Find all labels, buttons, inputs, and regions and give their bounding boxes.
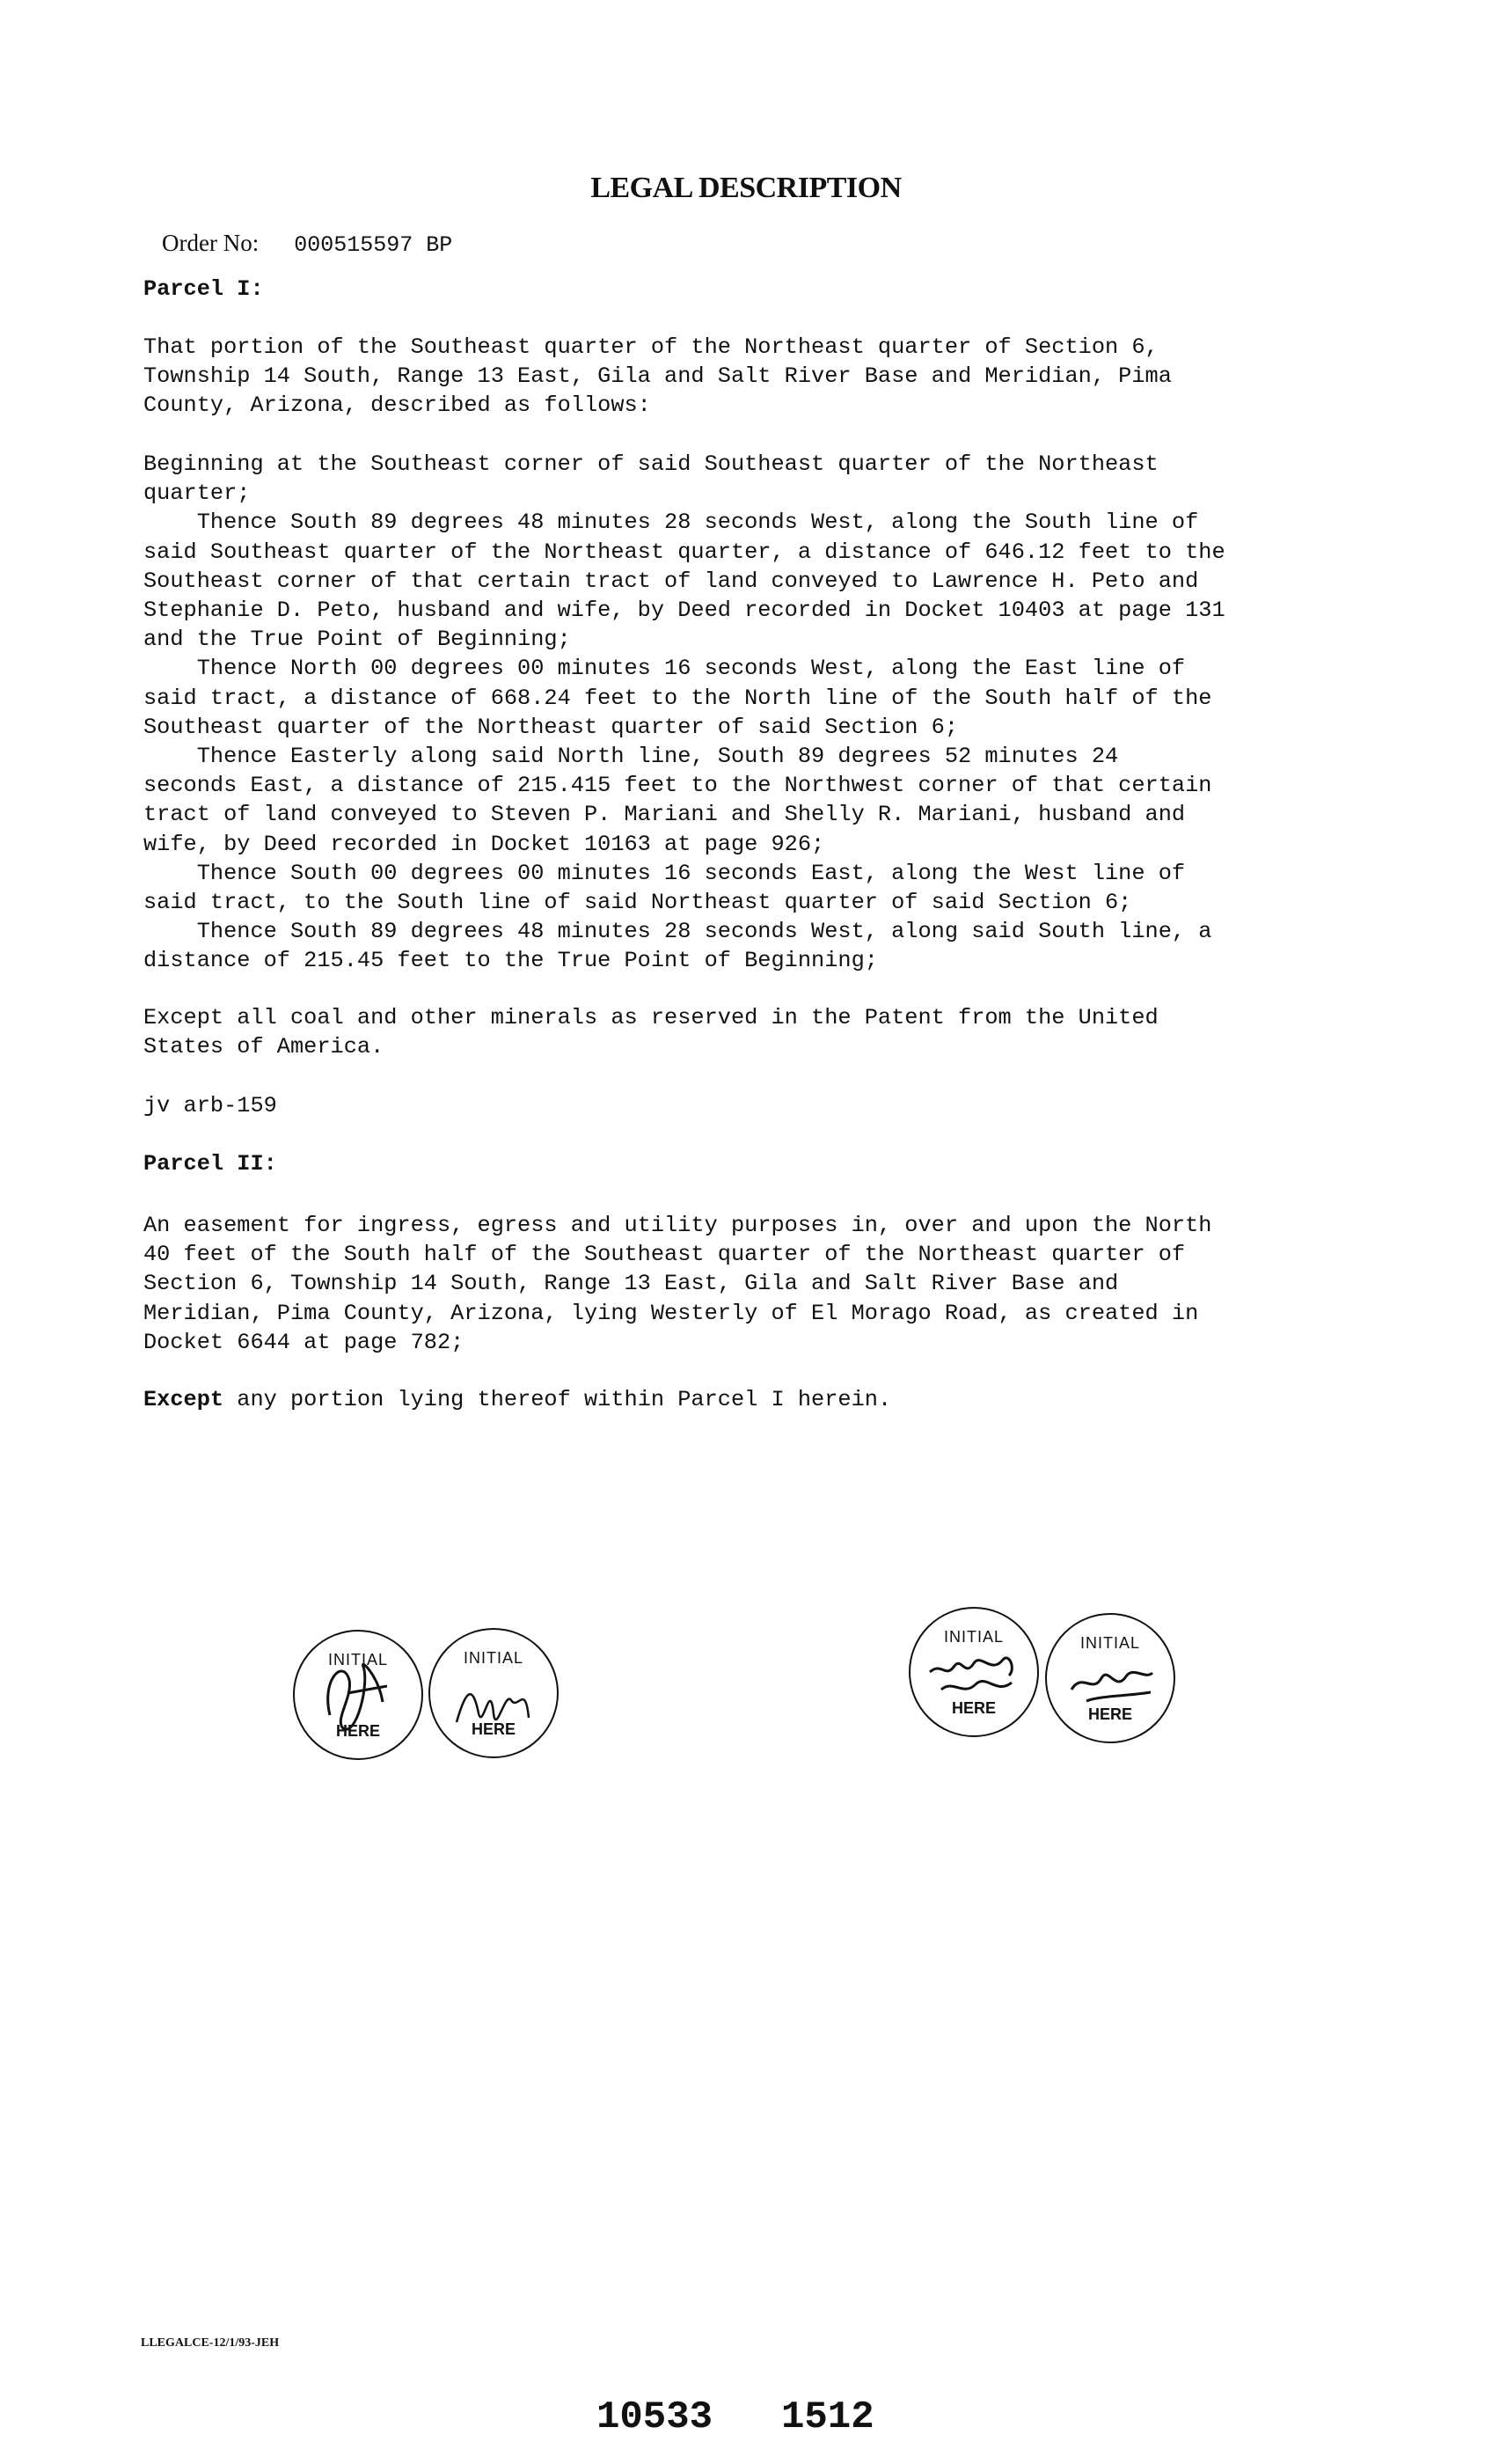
text-line: Township 14 South, Range 13 East, Gila and Salt River Base and Meridian, Pima — [143, 363, 1172, 390]
text-line: said Southeast quarter of the Northeast quarter, a distance of 646.12 feet to the — [143, 539, 1225, 565]
text-line: Beginning at the Southeast corner of said Southeast quarter of the Northeast — [143, 451, 1159, 477]
text-line: That portion of the Southeast quarter of the Northeast quarter of Section 6, — [143, 334, 1159, 360]
text-line: tract of land conveyed to Steven P. Mariani and Shelly R. Mariani, husband and — [143, 802, 1186, 828]
order-number-line — [148, 214, 452, 274]
stamp-bottom-text: HERE — [335, 1722, 380, 1740]
parcel-2-exception — [143, 1385, 891, 1414]
text-line: distance of 215.45 feet to the True Point of Beginning; — [143, 948, 878, 974]
text-line: seconds East, a distance of 215.415 feet to the Northwest corner of that certain — [143, 773, 1212, 799]
text-line: 40 feet of the South half of the Southeast quarter of the Northeast quarter of — [143, 1242, 1186, 1268]
parcel-1-mineral-exception — [143, 1003, 1159, 1061]
form-code: LLEGALCE-12/1/93-JEH — [141, 2336, 280, 2350]
text-line: Thence South 89 degrees 48 minutes 28 seconds West, along said South line, a — [143, 919, 1212, 945]
text-line: Meridian, Pima County, Arizona, lying Westerly of El Morago Road, as created in — [143, 1300, 1199, 1326]
except-word: Except — [143, 1387, 224, 1412]
reference-code: jv arb-159 — [143, 1093, 277, 1118]
except-text: any portion lying thereof within Parcel I herein. — [223, 1387, 892, 1412]
stamp-bottom-text: HERE — [951, 1699, 996, 1717]
text-line: Docket 6644 at page 782; — [143, 1329, 464, 1355]
stamp-bottom-text: HERE — [1087, 1705, 1132, 1723]
text-line: said tract, a distance of 668.24 feet to the North line of the South half of the — [143, 685, 1212, 711]
parcel-1-description — [143, 450, 1225, 976]
docket-number: 10533 — [596, 2395, 713, 2439]
text-line: Section 6, Township 14 South, Range 13 East, Gila and Salt River Base and — [143, 1271, 1119, 1297]
handwritten-initials — [1047, 1615, 1177, 1745]
text-line: Except all coal and other minerals as reserved in the Patent from the United — [143, 1005, 1159, 1030]
text-line: Thence South 89 degrees 48 minutes 28 seconds West, along the South line of — [143, 510, 1199, 536]
parcel-1-heading: Parcel I: — [143, 276, 264, 302]
parcel-1-intro — [143, 333, 1172, 421]
text-line: Thence Easterly along said North line, South 89 degrees 52 minutes 24 — [143, 744, 1119, 770]
document-title: LEGAL DESCRIPTION — [590, 172, 902, 204]
initial-here-stamp — [1045, 1613, 1175, 1743]
text-line: Thence South 00 degrees 00 minutes 16 seconds East, along the West line of — [143, 860, 1186, 886]
handwritten-initials — [295, 1632, 425, 1762]
stamp-bottom-text: HERE — [471, 1720, 516, 1738]
stamp-top-text: INITIAL — [463, 1649, 523, 1667]
text-line: Stephanie D. Peto, husband and wife, by Deed recorded in Docket 10403 at page 131 — [143, 598, 1225, 624]
text-line: quarter; — [143, 480, 251, 507]
text-line: An easement for ingress, egress and utility purposes in, over and upon the North — [143, 1213, 1212, 1238]
initial-here-stamp — [293, 1630, 423, 1760]
stamp-top-text: INITIAL — [1079, 1634, 1140, 1652]
text-line: Thence North 00 degrees 00 minutes 16 seconds West, along the East line of — [143, 656, 1186, 682]
text-line: said tract, to the South line of said Northeast quarter of said Section 6; — [143, 890, 1132, 916]
order-label: Order No: — [162, 230, 260, 256]
page-number: 1512 — [781, 2395, 874, 2439]
stamp-top-text: INITIAL — [943, 1628, 1004, 1646]
text-line: Southeast corner of that certain tract of land conveyed to Lawrence H. Peto and — [143, 568, 1199, 594]
text-line: and the True Point of Beginning; — [143, 627, 571, 653]
initial-here-stamp — [428, 1628, 559, 1758]
initial-here-stamp — [909, 1607, 1039, 1737]
text-line: County, Arizona, described as follows: — [143, 392, 651, 419]
parcel-2-heading: Parcel II: — [143, 1151, 277, 1177]
order-number: 000515597 BP — [294, 232, 453, 258]
handwritten-initials — [430, 1630, 560, 1760]
text-line: States of America. — [143, 1034, 384, 1060]
text-line: Southeast quarter of the Northeast quarter of said Section 6; — [143, 714, 959, 740]
handwritten-initials — [911, 1609, 1041, 1739]
text-line: wife, by Deed recorded in Docket 10163 at page 926; — [143, 831, 825, 857]
stamp-top-text: INITIAL — [327, 1651, 388, 1668]
parcel-2-description — [143, 1211, 1211, 1357]
